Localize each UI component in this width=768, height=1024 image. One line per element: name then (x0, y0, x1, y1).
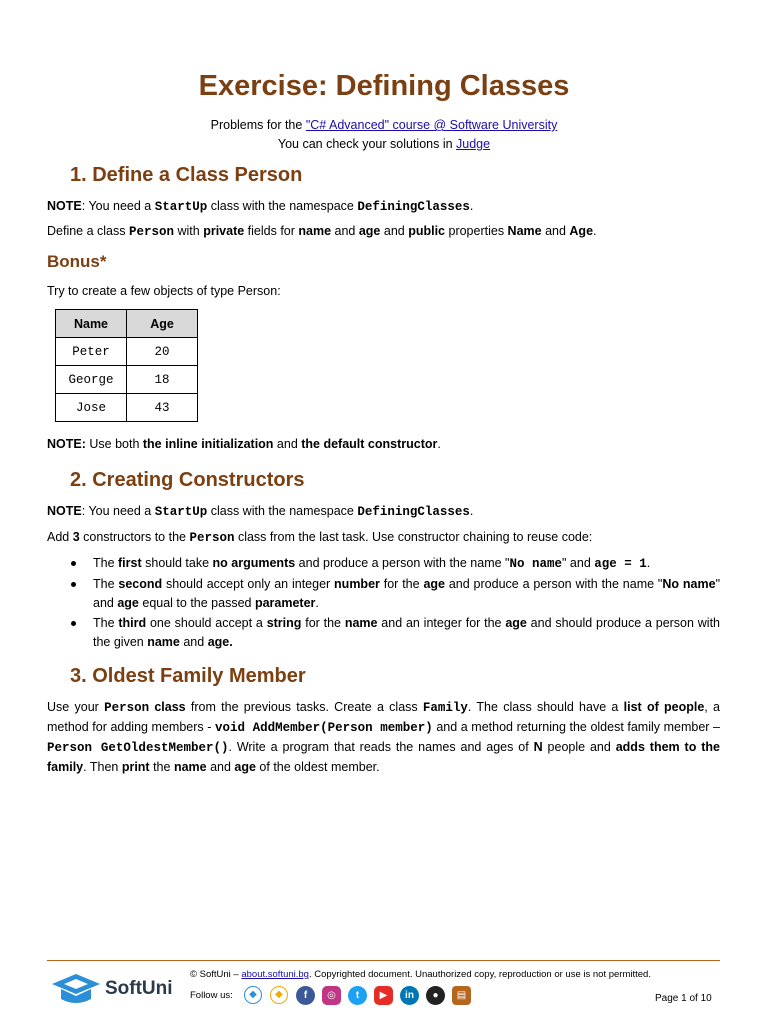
text: people and (542, 740, 616, 754)
table-cell: Jose (56, 394, 127, 422)
text-bold: no arguments (212, 556, 296, 570)
section-2-note (47, 502, 720, 522)
footer-divider (47, 960, 720, 961)
youtube-icon[interactable]: ▶ (374, 986, 393, 1005)
code-add-member: void AddMember(Person member) (214, 721, 433, 735)
text-bold: list of people (623, 700, 705, 714)
note-label: NOTE (47, 504, 82, 518)
subtitle-line-1 (0, 118, 768, 132)
text: " and (562, 556, 595, 570)
text-bold: age (423, 577, 445, 591)
text: and an integer for the (377, 616, 506, 630)
table-row (56, 366, 198, 394)
text: . Write a program that reads the names and ages of (228, 740, 534, 754)
text-bold: age (358, 224, 381, 238)
text-bold: first (118, 556, 142, 570)
twitter-icon[interactable]: t (348, 986, 367, 1005)
bonus-text: Try to create a few objects of type Person: (47, 284, 281, 298)
softuni-blog-icon[interactable]: ▤ (452, 986, 471, 1005)
table-cell: Peter (56, 338, 127, 366)
text: of the oldest member. (255, 760, 380, 774)
judge-link[interactable]: Judge (456, 137, 491, 151)
text-bold: age (234, 760, 256, 774)
code-namespace: DefiningClasses (357, 505, 470, 519)
text-bold: third (118, 616, 147, 630)
table-row (56, 338, 198, 366)
code-family: Family (422, 701, 468, 715)
text: class from the last task. Use constructor chaining to reuse code: (234, 530, 593, 544)
code-age: age = 1 (594, 557, 647, 571)
text: and should produce a person with the given (93, 616, 721, 649)
text: The (93, 616, 119, 630)
table-cell: George (56, 366, 127, 394)
text: Use both (85, 437, 143, 451)
section-3-heading: 3. Oldest Family Member (70, 665, 306, 687)
text: class with the namespace (207, 504, 358, 518)
subtitle-text: Problems for the (210, 118, 306, 132)
text: The (93, 556, 119, 570)
course-link[interactable]: "C# Advanced" course @ Software University (305, 118, 558, 132)
table-header-cell: Name (56, 310, 127, 338)
page-title: Exercise: Defining Classes (198, 70, 570, 102)
text: © SoftUni – (190, 969, 242, 980)
text-bold: public (408, 224, 446, 238)
text: : You need a (81, 199, 155, 213)
subtitle-text: You can check your solutions in (277, 137, 457, 151)
text-bold: N (533, 740, 543, 754)
code-person: Person (128, 225, 174, 239)
code-no-name: No name (509, 557, 562, 571)
text-bold: print (121, 760, 150, 774)
follow-us-label: Follow us: (190, 990, 233, 1001)
text-bold: age (505, 616, 527, 630)
list-item (47, 554, 720, 574)
table-cell: 18 (127, 366, 198, 394)
note-label: NOTE (47, 199, 82, 213)
text: with (174, 224, 204, 238)
list-item (47, 614, 720, 652)
text: from the previous tasks. Create a class (185, 700, 423, 714)
instagram-icon[interactable]: ◎ (322, 986, 341, 1005)
text-bold: age. (207, 635, 233, 649)
table-cell: 43 (127, 394, 198, 422)
text-bold: Name (507, 224, 542, 238)
text: and (206, 760, 235, 774)
text: Add (47, 530, 73, 544)
text-bold: string (266, 616, 302, 630)
text: . (593, 224, 597, 238)
code-get-oldest: Person GetOldestMember() (47, 741, 229, 755)
section-1-definition (47, 222, 720, 242)
text: and (273, 437, 302, 451)
text: and (179, 635, 208, 649)
text: . (437, 437, 441, 451)
text: should accept only an integer (162, 577, 335, 591)
persons-table (55, 309, 198, 422)
text: The (93, 577, 119, 591)
text: the (149, 760, 174, 774)
text: equal to the passed (138, 596, 255, 610)
section-1-note-2 (47, 435, 720, 454)
text-bold: name (147, 635, 180, 649)
softuni-icon[interactable]: ◆ (244, 986, 262, 1004)
text: " and (93, 577, 720, 610)
facebook-icon[interactable]: f (296, 986, 315, 1005)
section-2-heading: 2. Creating Constructors (70, 469, 305, 491)
page-number: Page 1 of 10 (655, 993, 712, 1004)
text: Use your (47, 700, 105, 714)
text-bold: number (334, 577, 380, 591)
section-1-heading: 1. Define a Class Person (70, 164, 303, 186)
text: and a method returning the oldest family member – (432, 720, 720, 734)
text: for the (301, 616, 345, 630)
text: properties (445, 224, 508, 238)
text-bold: Age (569, 224, 594, 238)
text: . (315, 596, 319, 610)
about-softuni-link[interactable]: about.softuni.bg (241, 969, 309, 980)
text: and (541, 224, 570, 238)
text-bold: second (118, 577, 163, 591)
text-bold: No name (662, 577, 716, 591)
text: . (646, 556, 651, 570)
text: Define a class (47, 224, 129, 238)
text: . The class should have a (467, 700, 624, 714)
subtitle-line-2 (0, 137, 768, 151)
text-bold: the default constructor (301, 437, 438, 451)
table-header-cell: Age (127, 310, 198, 338)
copyright-text (190, 969, 651, 980)
text: . (469, 504, 474, 518)
bonus-heading: Bonus* (47, 252, 107, 271)
text: . Copyrighted document. Unauthorized copy, reproduction or use is not permitted. (308, 969, 651, 980)
softuni-logo-text: SoftUni (105, 978, 173, 999)
text: : You need a (81, 504, 155, 518)
section-3-text (47, 698, 720, 777)
text: and produce a person with the name " (295, 556, 510, 570)
code-person: Person (189, 531, 235, 545)
code-person: Person (104, 701, 150, 715)
code-startup: StartUp (154, 200, 208, 214)
table-cell: 20 (127, 338, 198, 366)
text-bold: private (203, 224, 245, 238)
text: and (331, 224, 359, 238)
softuni-foundation-icon[interactable]: ◆ (270, 986, 288, 1004)
section-1-note (47, 197, 720, 217)
text-bold: class (149, 700, 186, 714)
code-startup: StartUp (154, 505, 208, 519)
text: one should accept a (146, 616, 267, 630)
code-namespace: DefiningClasses (357, 200, 470, 214)
section-2-intro (47, 528, 720, 548)
text-bold: parameter (254, 596, 316, 610)
constructor-list (47, 554, 720, 653)
note-label: NOTE: (47, 437, 86, 451)
text: and produce a person with the name " (444, 577, 663, 591)
list-item (47, 575, 720, 613)
text: . (469, 199, 474, 213)
github-icon[interactable]: ● (426, 986, 445, 1005)
text: for the (379, 577, 424, 591)
text: and (380, 224, 409, 238)
text: fields for (244, 224, 299, 238)
text-bold: 3 (72, 530, 80, 544)
text-bold: the inline initialization (142, 437, 274, 451)
linkedin-icon[interactable]: in (400, 986, 419, 1005)
table-row (56, 394, 198, 422)
text: should take (141, 556, 213, 570)
text: class with the namespace (207, 199, 358, 213)
table-header-row (56, 310, 198, 338)
text-bold: name (298, 224, 332, 238)
text-bold: name (173, 760, 207, 774)
text: . Then (83, 760, 122, 774)
text-bold: adds them to the family (47, 740, 720, 774)
text: constructors to the (79, 530, 190, 544)
text-bold: age (117, 596, 139, 610)
text: , a method for adding members - (47, 700, 720, 734)
text-bold: name (344, 616, 378, 630)
